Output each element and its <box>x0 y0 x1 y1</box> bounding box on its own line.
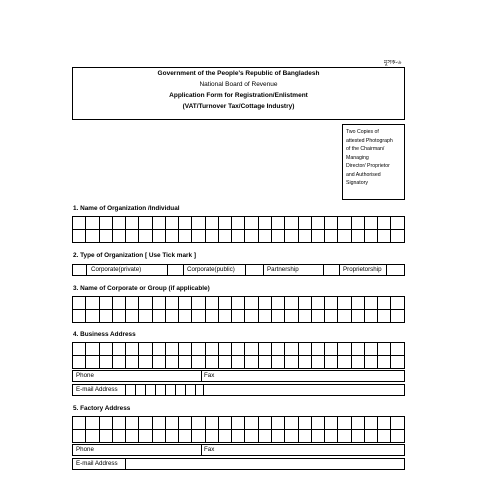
char-box[interactable] <box>99 417 112 430</box>
photo-box-line: Signatory <box>346 180 368 186</box>
char-box[interactable] <box>152 417 165 430</box>
header-form-subtitle: (VAT/Turnover Tax/Cottage Industry) <box>182 103 295 110</box>
char-box[interactable] <box>165 310 178 323</box>
char-box[interactable] <box>271 230 284 243</box>
factory-fax-label: Fax <box>204 446 215 453</box>
char-box[interactable] <box>73 430 86 443</box>
char-box[interactable] <box>364 430 377 443</box>
char-box[interactable] <box>205 356 218 369</box>
char-box[interactable] <box>99 343 112 356</box>
char-box[interactable] <box>139 417 152 430</box>
char-box[interactable] <box>205 230 218 243</box>
char-box[interactable] <box>285 430 298 443</box>
char-box[interactable] <box>391 310 405 323</box>
char-box[interactable] <box>126 356 139 369</box>
organization-type-row <box>72 264 405 276</box>
char-box[interactable] <box>364 217 377 230</box>
char-box[interactable] <box>165 430 178 443</box>
char-box[interactable] <box>205 417 218 430</box>
char-box[interactable] <box>179 230 192 243</box>
char-box[interactable] <box>325 297 338 310</box>
char-box[interactable] <box>271 297 284 310</box>
char-box[interactable] <box>232 310 245 323</box>
char-box[interactable] <box>285 310 298 323</box>
char-box[interactable] <box>179 356 192 369</box>
factory-phone-fax-row <box>72 444 405 456</box>
char-box[interactable] <box>311 230 324 243</box>
char-box[interactable] <box>378 217 391 230</box>
char-box[interactable] <box>311 430 324 443</box>
char-box[interactable] <box>351 417 364 430</box>
char-box[interactable] <box>112 297 125 310</box>
char-box[interactable] <box>351 230 364 243</box>
char-box[interactable] <box>298 230 311 243</box>
char-box[interactable] <box>258 230 271 243</box>
char-box[interactable] <box>139 297 152 310</box>
char-box[interactable] <box>86 343 99 356</box>
section-5-title: 5. Factory Address <box>73 405 131 412</box>
char-box[interactable] <box>73 356 86 369</box>
char-box[interactable] <box>232 217 245 230</box>
char-box[interactable] <box>179 310 192 323</box>
char-box[interactable] <box>99 297 112 310</box>
factory-phone-input[interactable] <box>113 445 201 455</box>
char-box[interactable] <box>285 417 298 430</box>
char-box[interactable] <box>378 430 391 443</box>
char-box[interactable] <box>351 310 364 323</box>
char-box[interactable] <box>192 310 205 323</box>
char-box[interactable] <box>99 310 112 323</box>
business-phone-label: Phone <box>76 372 94 379</box>
char-box[interactable] <box>86 230 99 243</box>
char-box[interactable] <box>165 417 178 430</box>
char-box[interactable] <box>338 343 351 356</box>
photo-box-line: and Authorised <box>346 171 381 178</box>
char-box[interactable] <box>298 310 311 323</box>
factory-email-input[interactable] <box>125 459 403 469</box>
char-box[interactable] <box>126 217 139 230</box>
section-2-title: 2. Type of Organization [ Use Tick mark ] <box>73 252 196 259</box>
char-box[interactable] <box>152 430 165 443</box>
char-box[interactable] <box>258 343 271 356</box>
char-box[interactable] <box>285 297 298 310</box>
char-box[interactable] <box>179 417 192 430</box>
char-box[interactable] <box>192 430 205 443</box>
char-box[interactable] <box>245 310 258 323</box>
char-box[interactable] <box>391 430 405 443</box>
char-box[interactable] <box>152 297 165 310</box>
char-box[interactable] <box>245 430 258 443</box>
char-box[interactable] <box>338 430 351 443</box>
char-box[interactable] <box>325 417 338 430</box>
option-corporate-public: Corporate(public) <box>187 266 235 273</box>
char-box[interactable] <box>126 417 139 430</box>
char-box[interactable] <box>298 217 311 230</box>
business-email-input[interactable] <box>125 385 403 395</box>
char-box[interactable] <box>112 217 125 230</box>
char-box[interactable] <box>73 297 86 310</box>
header-board: National Board of Revenue <box>199 81 278 88</box>
char-box[interactable] <box>258 310 271 323</box>
char-box[interactable] <box>205 343 218 356</box>
char-box[interactable] <box>73 417 86 430</box>
char-box[interactable] <box>298 430 311 443</box>
section-1-title: 1. Name of Organization /Individual <box>73 205 180 212</box>
char-box[interactable] <box>192 230 205 243</box>
char-box[interactable] <box>391 297 405 310</box>
char-box[interactable] <box>311 217 324 230</box>
char-box[interactable] <box>112 430 125 443</box>
char-box[interactable] <box>232 356 245 369</box>
char-box[interactable] <box>285 217 298 230</box>
section-3-title: 3. Name of Corporate or Group (if applicable) <box>73 285 210 292</box>
business-phone-input[interactable] <box>113 371 201 381</box>
char-box[interactable] <box>311 356 324 369</box>
char-box[interactable] <box>165 217 178 230</box>
option-corporate-private: Corporate(private) <box>91 266 142 273</box>
char-box[interactable] <box>298 343 311 356</box>
char-box[interactable] <box>232 343 245 356</box>
char-box[interactable] <box>378 297 391 310</box>
form-code: মুসক-৬ <box>384 60 402 66</box>
char-box[interactable] <box>378 356 391 369</box>
char-box[interactable] <box>192 417 205 430</box>
char-box[interactable] <box>338 297 351 310</box>
char-box[interactable] <box>364 417 377 430</box>
char-box[interactable] <box>378 417 391 430</box>
factory-email-row <box>72 458 405 470</box>
char-box[interactable] <box>364 297 377 310</box>
name-organization-grid[interactable] <box>72 216 405 243</box>
business-fax-label: Fax <box>204 372 215 379</box>
char-box[interactable] <box>391 217 405 230</box>
photo-box-line: of the Chairman/ <box>346 146 385 152</box>
char-box[interactable] <box>298 417 311 430</box>
photo-box-line: Managing <box>346 154 369 161</box>
char-box[interactable] <box>271 417 284 430</box>
option-partnership: Partnership <box>267 266 299 273</box>
char-box[interactable] <box>73 217 86 230</box>
char-box[interactable] <box>311 343 324 356</box>
factory-phone-label: Phone <box>76 446 94 453</box>
char-box[interactable] <box>152 356 165 369</box>
char-box[interactable] <box>86 417 99 430</box>
char-box[interactable] <box>192 217 205 230</box>
char-box[interactable] <box>99 356 112 369</box>
char-box[interactable] <box>152 217 165 230</box>
char-box[interactable] <box>245 297 258 310</box>
char-box[interactable] <box>192 356 205 369</box>
char-box[interactable] <box>378 230 391 243</box>
char-box[interactable] <box>152 310 165 323</box>
char-box[interactable] <box>165 297 178 310</box>
char-box[interactable] <box>99 230 112 243</box>
char-box[interactable] <box>285 343 298 356</box>
char-box[interactable] <box>179 430 192 443</box>
char-box[interactable] <box>245 356 258 369</box>
char-box[interactable] <box>99 430 112 443</box>
char-box[interactable] <box>152 343 165 356</box>
char-box[interactable] <box>126 343 139 356</box>
char-box[interactable] <box>205 217 218 230</box>
char-box[interactable] <box>271 217 284 230</box>
char-box[interactable] <box>271 343 284 356</box>
char-box[interactable] <box>112 310 125 323</box>
char-box[interactable] <box>126 297 139 310</box>
char-box[interactable] <box>351 343 364 356</box>
factory-address-grid[interactable] <box>72 416 405 443</box>
char-box[interactable] <box>112 356 125 369</box>
char-box[interactable] <box>364 230 377 243</box>
char-box[interactable] <box>285 230 298 243</box>
char-box[interactable] <box>325 310 338 323</box>
char-box[interactable] <box>364 356 377 369</box>
char-box[interactable] <box>378 310 391 323</box>
char-box[interactable] <box>73 230 86 243</box>
char-box[interactable] <box>232 297 245 310</box>
char-box[interactable] <box>126 430 139 443</box>
char-box[interactable] <box>325 217 338 230</box>
char-box[interactable] <box>364 343 377 356</box>
char-box[interactable] <box>298 356 311 369</box>
form-header <box>72 67 405 120</box>
char-box[interactable] <box>218 230 231 243</box>
char-box[interactable] <box>165 356 178 369</box>
char-box[interactable] <box>99 217 112 230</box>
char-box[interactable] <box>351 430 364 443</box>
char-box[interactable] <box>378 343 391 356</box>
char-box[interactable] <box>338 217 351 230</box>
char-box[interactable] <box>152 230 165 243</box>
char-box[interactable] <box>391 356 405 369</box>
char-box[interactable] <box>351 217 364 230</box>
char-box[interactable] <box>325 343 338 356</box>
char-box[interactable] <box>192 343 205 356</box>
factory-fax-input[interactable] <box>223 445 403 455</box>
char-box[interactable] <box>285 356 298 369</box>
char-box[interactable] <box>218 217 231 230</box>
char-box[interactable] <box>126 310 139 323</box>
char-box[interactable] <box>271 356 284 369</box>
header-form-title: Application Form for Registration/Enlistment <box>169 92 308 99</box>
char-box[interactable] <box>218 310 231 323</box>
char-box[interactable] <box>311 417 324 430</box>
char-box[interactable] <box>86 297 99 310</box>
char-box[interactable] <box>271 430 284 443</box>
char-box[interactable] <box>112 230 125 243</box>
char-box[interactable] <box>258 417 271 430</box>
char-box[interactable] <box>258 356 271 369</box>
char-box[interactable] <box>86 217 99 230</box>
char-box[interactable] <box>325 230 338 243</box>
char-box[interactable] <box>351 297 364 310</box>
char-box[interactable] <box>232 430 245 443</box>
char-box[interactable] <box>139 310 152 323</box>
char-box[interactable] <box>271 310 284 323</box>
char-box[interactable] <box>112 343 125 356</box>
char-box[interactable] <box>139 230 152 243</box>
photo-box <box>342 124 405 200</box>
char-box[interactable] <box>73 343 86 356</box>
char-box[interactable] <box>391 230 405 243</box>
char-box[interactable] <box>218 356 231 369</box>
business-email-label: E-mail Address <box>76 386 118 393</box>
char-box[interactable] <box>139 430 152 443</box>
photo-box-line: attested Photograph <box>346 137 393 144</box>
checkbox-proprietorship[interactable] <box>323 266 337 274</box>
char-box[interactable] <box>112 417 125 430</box>
checkbox-corporate-private[interactable] <box>73 266 84 274</box>
business-fax-input[interactable] <box>223 371 403 381</box>
char-box[interactable] <box>232 230 245 243</box>
char-box[interactable] <box>391 417 405 430</box>
option-proprietorship: Proprietorship <box>343 266 382 273</box>
char-box[interactable] <box>311 297 324 310</box>
char-box[interactable] <box>179 343 192 356</box>
char-box[interactable] <box>218 343 231 356</box>
photo-box-line: Director/ Proprietor <box>346 163 390 169</box>
char-box[interactable] <box>311 310 324 323</box>
char-box[interactable] <box>338 310 351 323</box>
char-box[interactable] <box>139 217 152 230</box>
char-box[interactable] <box>245 217 258 230</box>
char-box[interactable] <box>139 343 152 356</box>
section-4-title: 4. Business Address <box>73 331 136 338</box>
char-box[interactable] <box>165 343 178 356</box>
char-box[interactable] <box>298 297 311 310</box>
char-box[interactable] <box>338 417 351 430</box>
char-box[interactable] <box>258 217 271 230</box>
header-government: Government of the People's Republic of Bangladesh <box>157 70 320 77</box>
char-box[interactable] <box>245 343 258 356</box>
business-phone-fax-row <box>72 370 405 382</box>
char-box[interactable] <box>179 297 192 310</box>
char-box[interactable] <box>245 230 258 243</box>
char-box[interactable] <box>86 310 99 323</box>
char-box[interactable] <box>73 310 86 323</box>
char-box[interactable] <box>218 297 231 310</box>
char-box[interactable] <box>258 297 271 310</box>
char-box[interactable] <box>218 417 231 430</box>
char-box[interactable] <box>351 356 364 369</box>
char-box[interactable] <box>391 343 405 356</box>
char-box[interactable] <box>325 430 338 443</box>
char-box[interactable] <box>245 417 258 430</box>
char-box[interactable] <box>126 230 139 243</box>
char-box[interactable] <box>258 430 271 443</box>
char-box[interactable] <box>338 356 351 369</box>
char-box[interactable] <box>338 230 351 243</box>
business-email-row <box>72 384 405 396</box>
char-box[interactable] <box>139 356 152 369</box>
char-box[interactable] <box>192 297 205 310</box>
char-box[interactable] <box>325 356 338 369</box>
corporate-group-grid[interactable] <box>72 296 405 323</box>
char-box[interactable] <box>205 430 218 443</box>
checkbox-partnership[interactable] <box>245 266 261 274</box>
char-box[interactable] <box>218 430 231 443</box>
char-box[interactable] <box>364 310 377 323</box>
photo-box-line: Two Copies of <box>346 129 379 135</box>
char-box[interactable] <box>179 217 192 230</box>
char-box[interactable] <box>86 356 99 369</box>
business-address-grid[interactable] <box>72 342 405 369</box>
char-box[interactable] <box>205 310 218 323</box>
checkbox-corporate-public[interactable] <box>167 266 181 274</box>
char-box[interactable] <box>165 230 178 243</box>
factory-email-label: E-mail Address <box>76 460 118 467</box>
char-box[interactable] <box>86 430 99 443</box>
char-box[interactable] <box>205 297 218 310</box>
char-box[interactable] <box>232 417 245 430</box>
